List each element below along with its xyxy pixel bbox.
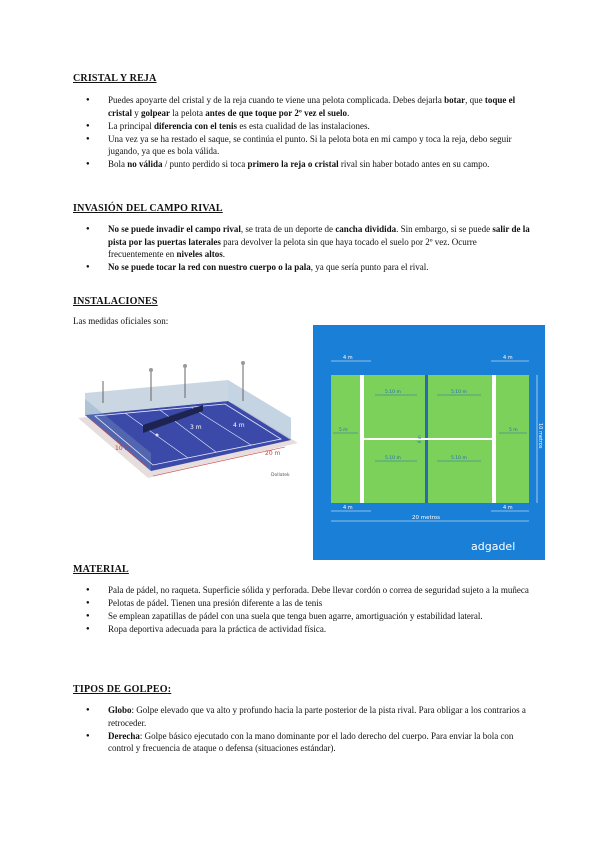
label-10m: 10 m	[115, 445, 131, 452]
list-item: ● Globo: Golpe elevado que va alto y profundo hacia la parte posterior de la pista rival. Para obligar a los contrarios a retroceder.	[73, 704, 533, 729]
label-4m: 4 m	[233, 422, 245, 429]
list-item: ● Ropa deportiva adecuada para la práctica de actividad física.	[73, 623, 533, 636]
list-cristal	[73, 94, 533, 172]
section-title-invasion: INVASIÓN DEL CAMPO RIVAL	[73, 203, 223, 214]
dim-top-left: 4 m	[343, 355, 353, 361]
list-item: ● Derecha: Golpe básico ejecutado con la mano dominante por el lado derecho del cuerpo. Para enviar la bola con control y frecuencia de ataque o defensa (situaciones estándar).	[73, 730, 533, 755]
dim-top-right: 4 m	[503, 355, 513, 361]
dim-bottom-right: 4 m	[503, 505, 513, 511]
box-bottom-left: 5.10 m	[385, 456, 401, 461]
list-golpeo	[73, 704, 533, 755]
dim-total: 20 metros	[412, 515, 441, 521]
list-item: ● Una vez ya se ha restado el saque, se continúa el punto. Si la pelota bota en mi campo y toca la reja, debo seguir jugando, ya que es bola válida.	[73, 133, 533, 158]
net-center: 6 m	[417, 435, 422, 443]
list-item: ● La principal diferencia con el tenis es esta cualidad de las instalaciones.	[73, 120, 533, 133]
box-top-right: 5.10 m	[451, 390, 467, 395]
label-3m: 3 m	[190, 424, 202, 431]
section-title-instalaciones: INSTALACIONES	[73, 296, 158, 307]
list-item: ● Se emplean zapatillas de pádel con una suela que tenga buen agarre, amortiguación y estabilidad lateral.	[73, 610, 533, 623]
box-top-left: 5.10 m	[385, 390, 401, 395]
back-left: 5 m	[339, 428, 348, 433]
list-item: ● No se puede invadir el campo rival, se trata de un deporte de cancha dividida. Sin embargo, si se puede salir de la pista por las puertas laterales para devolver la pelota sin que haya tocado el suelo por 2º vez. Ocurre frecuentemente en niveles altos.	[73, 223, 533, 261]
list-item: ● Bola no válida / punto perdido si toca primero la reja o cristal rival sin haber botado antes en su campo.	[73, 158, 533, 171]
dim-bottom-left: 4 m	[343, 505, 353, 511]
list-item: ● Pelotas de pádel. Tienen una presión diferente a las de tenis	[73, 597, 533, 610]
court-dimensions-diagram	[313, 325, 545, 560]
instalaciones-intro: Las medidas oficiales son:	[73, 316, 169, 326]
dim-side: 10 metros	[537, 423, 543, 449]
list-invasion	[73, 223, 533, 274]
list-item: ● Pala de pádel, no raqueta. Superficie sólida y perforada. Debe llevar cordón o correa de seguridad sujeto a la muñeca	[73, 584, 533, 597]
court3d-brand: Dollatek	[271, 473, 290, 478]
box-bottom-right: 5.10 m	[451, 456, 467, 461]
list-item: ● No se puede tocar la red con nuestro cuerpo o la pala, ya que sería punto para el rival.	[73, 261, 533, 274]
list-item: ● Puedes apoyarte del cristal y de la reja cuando te viene una pelota complicada. Debes dejarla botar, que toque el cristal y golpear la pelota antes de que toque por 2º vez el suelo.	[73, 94, 533, 119]
section-title-material: MATERIAL	[73, 564, 129, 575]
section-title-golpeo: TIPOS DE GOLPEO:	[73, 684, 172, 695]
label-20m: 20 m	[265, 450, 281, 457]
list-material	[73, 584, 533, 636]
court-3d-image	[73, 343, 305, 488]
diagram-brand: adgadel	[471, 540, 516, 553]
section-title-cristal: CRISTAL Y REJA	[73, 73, 157, 84]
back-right: 5 m	[509, 428, 518, 433]
